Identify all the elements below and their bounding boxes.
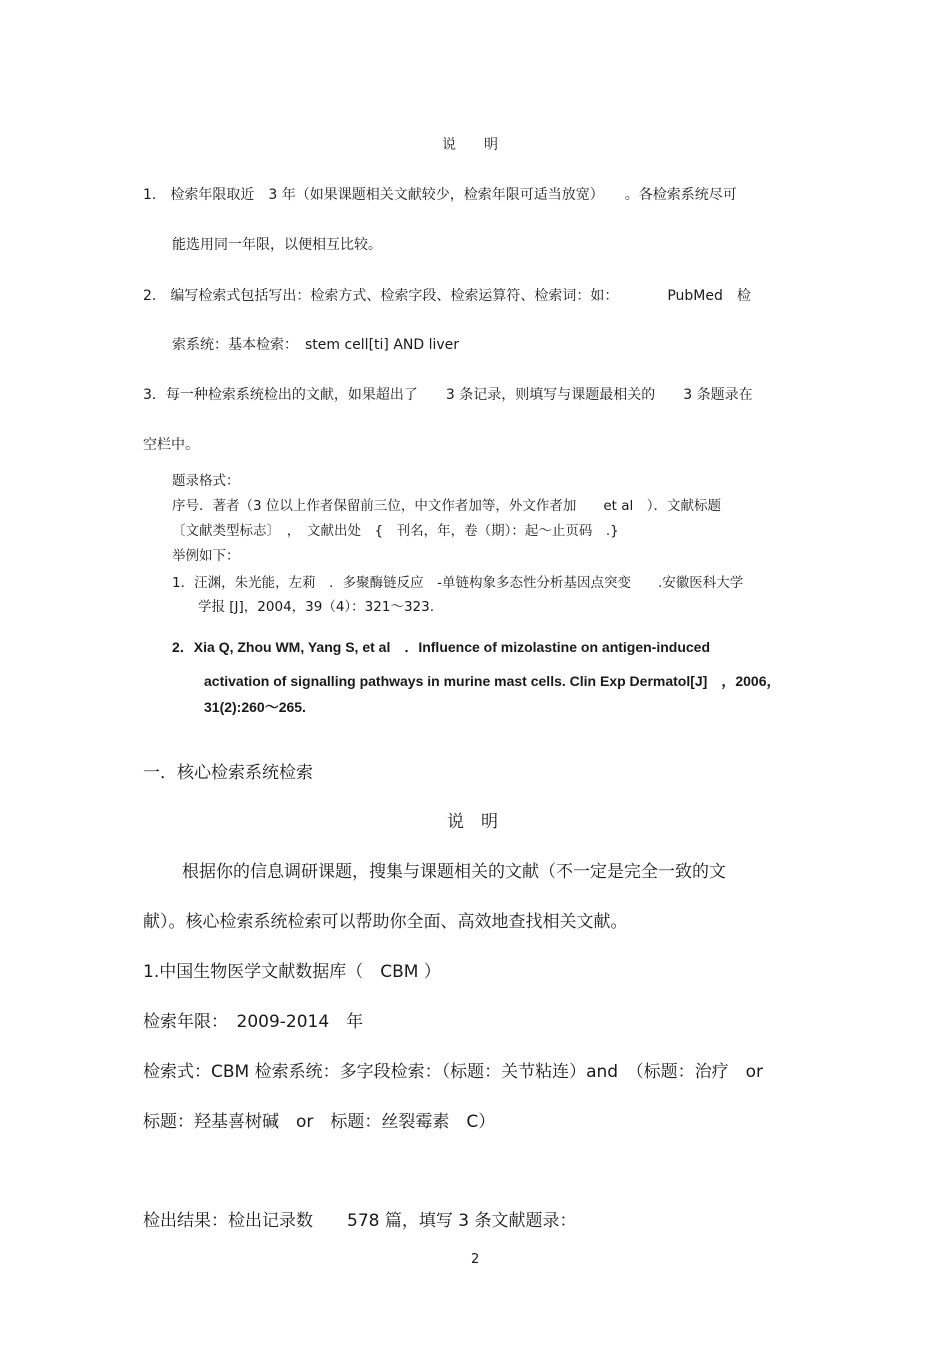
format-line1: 序号．著者（3 位以上作者保留前三位，中文作者加等，外文作者加 et al ）．文献标题: [172, 498, 722, 514]
search-result: 检出结果：检出记录数 578 篇，填写 3 条文献题录：: [143, 1211, 577, 1231]
example2-line2: activation of signalling pathways in murine mast cells. Clin Exp Dermatol[J] ，2006，: [204, 673, 781, 689]
page-number: 2: [471, 1252, 480, 1267]
item1-line2: 能选用同一年限，以便相互比较。: [172, 237, 382, 253]
item3-line1: 3．每一种检索系统检出的文献，如果超出了 3 条记录，则填写与课题最相关的 3 条题录在: [143, 387, 753, 403]
item1-line1: 1. 检索年限取近 3 年（如果课题相关文献较少，检索年限可适当放宽） 。各检索系统尽可: [143, 187, 737, 203]
example1-line1: 1．汪渊，朱光能，左莉 ．多聚酶链反应 -单链构象多态性分析基因点突变 .安徽医科大学: [172, 575, 744, 591]
example-label: 举例如下：: [172, 548, 240, 564]
format-label: 题录格式：: [172, 473, 240, 489]
intro-line2: 献）。核心检索系统检索可以帮助你全面、高效地查找相关文献。: [143, 912, 628, 932]
format-line2: 〔文献类型标志〕 ， 文献出处 { 刊名，年，卷（期）：起～止页码 .}: [172, 523, 619, 539]
section-title: 说 明: [447, 812, 498, 832]
search-query-line2: 标题：羟基喜树碱 or 标题：丝裂霉素 C）: [143, 1112, 496, 1132]
item3-line2: 空栏中。: [143, 437, 199, 453]
intro-line1: 根据你的信息调研课题，搜集与课题相关的文献（不一定是完全一致的文: [182, 862, 726, 882]
instructions-title: 说 明: [442, 137, 498, 153]
search-query-line1: 检索式：CBM 检索系统：多字段检索：（标题：关节粘连）and （标题：治疗 or: [143, 1062, 763, 1082]
example1-line2: 学报 [J]，2004，39（4）：321～323.: [198, 599, 435, 615]
example2-line3: 31(2):260～265.: [204, 699, 306, 715]
item2-line1: 2. 编写检索式包括写出：检索方式、检索字段、检索运算符、检索词：如： PubMed 检: [143, 288, 751, 304]
example2-line1: 2．Xia Q, Zhou WM, Yang S, et al ．Influence of mizolastine on antigen-induced: [172, 639, 711, 655]
database-title: 1.中国生物医学文献数据库（ CBM ）: [143, 962, 441, 982]
section-heading: 一．核心检索系统检索: [143, 763, 313, 783]
item2-line2: 索系统：基本检索： stem cell[ti] AND liver: [172, 337, 460, 353]
search-years: 检索年限： 2009-2014 年: [143, 1012, 364, 1032]
